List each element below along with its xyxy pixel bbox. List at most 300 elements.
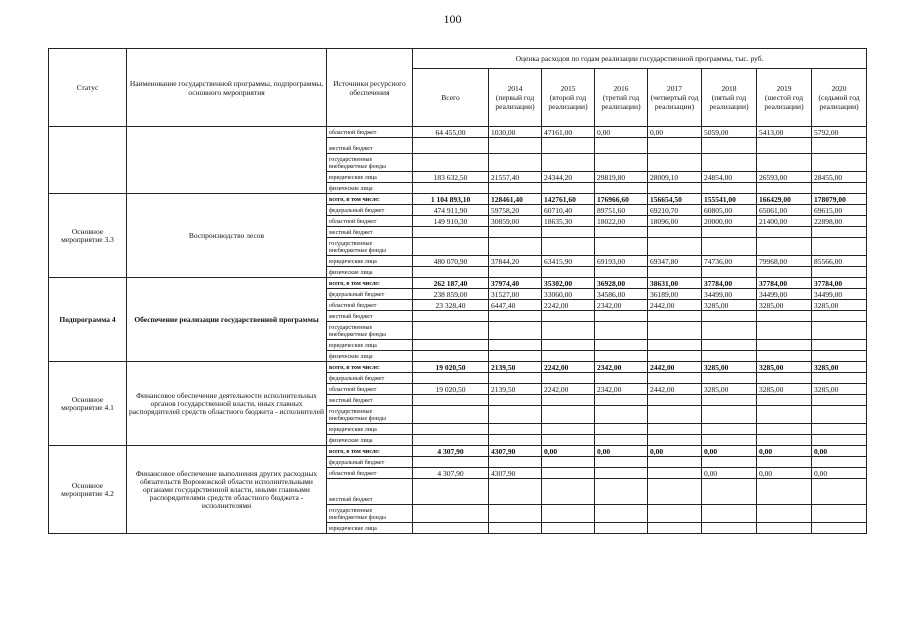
value-year: 2442,00 bbox=[648, 384, 702, 395]
value-year: 3285,00 bbox=[702, 362, 757, 373]
value-total bbox=[413, 505, 489, 523]
value-year bbox=[489, 424, 542, 435]
value-total bbox=[413, 340, 489, 351]
header-year-2014 bbox=[489, 69, 542, 127]
section-status: Основное мероприятие 4.1 bbox=[49, 362, 127, 446]
value-year bbox=[595, 457, 648, 468]
source-label: всего, в том числе: bbox=[327, 194, 413, 205]
year-note: (четвертый год реализации) bbox=[650, 93, 699, 111]
value-year: 85566,00 bbox=[812, 256, 867, 267]
value-year: 34499,00 bbox=[757, 289, 812, 300]
value-year bbox=[702, 267, 757, 278]
source-label: всего, в том числе: bbox=[327, 446, 413, 457]
value-year: 20000,00 bbox=[702, 216, 757, 227]
value-year bbox=[595, 479, 648, 505]
value-year bbox=[595, 406, 648, 424]
value-year bbox=[648, 395, 702, 406]
value-year bbox=[702, 238, 757, 256]
source-label: юридические лица bbox=[327, 172, 413, 183]
value-year bbox=[542, 138, 595, 154]
value-total: 183 632,50 bbox=[413, 172, 489, 183]
value-year: 2139,50 bbox=[489, 362, 542, 373]
value-total: 1 104 893,10 bbox=[413, 194, 489, 205]
value-year bbox=[648, 468, 702, 479]
value-year bbox=[648, 340, 702, 351]
value-year bbox=[489, 267, 542, 278]
value-year bbox=[702, 505, 757, 523]
value-year: 0,00 bbox=[595, 446, 648, 457]
value-year bbox=[757, 138, 812, 154]
value-total bbox=[413, 435, 489, 446]
header-year-2018 bbox=[702, 69, 757, 127]
value-year bbox=[702, 340, 757, 351]
source-label: физические лица bbox=[327, 183, 413, 194]
value-year: 0,00 bbox=[757, 468, 812, 479]
value-year: 21557,40 bbox=[489, 172, 542, 183]
source-label: федеральный бюджет bbox=[327, 205, 413, 216]
value-total bbox=[413, 138, 489, 154]
value-year bbox=[757, 340, 812, 351]
year-note: (первый год реализации) bbox=[495, 93, 535, 111]
value-year bbox=[648, 424, 702, 435]
value-year: 34586,00 bbox=[595, 289, 648, 300]
value-year bbox=[812, 322, 867, 340]
value-year bbox=[702, 479, 757, 505]
value-year bbox=[542, 227, 595, 238]
value-total bbox=[413, 227, 489, 238]
value-total: 64 455,00 bbox=[413, 127, 489, 138]
value-year bbox=[648, 406, 702, 424]
value-year bbox=[648, 457, 702, 468]
value-year bbox=[757, 311, 812, 322]
value-year bbox=[757, 457, 812, 468]
header-sources: Источники ресурсного обеспечения bbox=[327, 49, 413, 127]
value-year: 65061,00 bbox=[757, 205, 812, 216]
source-label: федеральный бюджет bbox=[327, 373, 413, 384]
table-row bbox=[49, 194, 867, 205]
value-year bbox=[542, 435, 595, 446]
header-year-2019 bbox=[757, 69, 812, 127]
value-year: 37844,20 bbox=[489, 256, 542, 267]
value-year: 156654,50 bbox=[648, 194, 702, 205]
value-year: 5059,00 bbox=[702, 127, 757, 138]
source-label: местный бюджет bbox=[327, 479, 413, 505]
value-year bbox=[757, 479, 812, 505]
value-year bbox=[812, 373, 867, 384]
source-label: физические лица bbox=[327, 435, 413, 446]
value-year bbox=[812, 238, 867, 256]
value-year bbox=[648, 435, 702, 446]
value-year: 3285,00 bbox=[702, 384, 757, 395]
value-year: 24344,20 bbox=[542, 172, 595, 183]
section-name bbox=[127, 127, 327, 194]
value-year bbox=[702, 457, 757, 468]
value-year: 28455,00 bbox=[812, 172, 867, 183]
value-year bbox=[489, 457, 542, 468]
source-label: государственные внебюджетные фонды bbox=[327, 322, 413, 340]
value-year bbox=[757, 183, 812, 194]
section-name: Обеспечение реализации государственной программы bbox=[127, 278, 327, 362]
value-year bbox=[702, 311, 757, 322]
value-total bbox=[413, 457, 489, 468]
value-year: 30859,00 bbox=[489, 216, 542, 227]
value-year bbox=[812, 395, 867, 406]
value-year: 36189,00 bbox=[648, 289, 702, 300]
value-year bbox=[595, 468, 648, 479]
value-year bbox=[489, 479, 542, 505]
value-total bbox=[413, 424, 489, 435]
value-year: 166429,00 bbox=[757, 194, 812, 205]
value-total bbox=[413, 154, 489, 172]
value-year: 4307,90 bbox=[489, 446, 542, 457]
value-year: 6447,40 bbox=[489, 300, 542, 311]
value-year bbox=[702, 138, 757, 154]
source-label: всего, в том числе: bbox=[327, 362, 413, 373]
value-year bbox=[489, 351, 542, 362]
value-year bbox=[648, 351, 702, 362]
source-label: областной бюджет bbox=[327, 300, 413, 311]
value-year bbox=[542, 395, 595, 406]
year-label: 2016 bbox=[613, 84, 629, 93]
value-year: 74736,00 bbox=[702, 256, 757, 267]
value-total bbox=[413, 238, 489, 256]
value-year bbox=[812, 435, 867, 446]
value-year bbox=[489, 523, 542, 534]
value-year bbox=[757, 373, 812, 384]
value-year: 128461,40 bbox=[489, 194, 542, 205]
value-year bbox=[489, 322, 542, 340]
value-year bbox=[542, 479, 595, 505]
value-year: 3285,00 bbox=[812, 300, 867, 311]
value-year bbox=[595, 373, 648, 384]
value-year bbox=[648, 267, 702, 278]
value-year: 3285,00 bbox=[812, 362, 867, 373]
value-total: 19 020,50 bbox=[413, 384, 489, 395]
source-label: государственные внебюджетные фонды bbox=[327, 505, 413, 523]
value-year bbox=[542, 322, 595, 340]
year-note: (седьмой год реализации) bbox=[818, 93, 860, 111]
value-year bbox=[812, 138, 867, 154]
value-year bbox=[648, 505, 702, 523]
value-year bbox=[542, 468, 595, 479]
source-label: физические лица bbox=[327, 267, 413, 278]
year-label: 2017 bbox=[667, 84, 682, 93]
value-year bbox=[595, 395, 648, 406]
value-year bbox=[489, 340, 542, 351]
value-year bbox=[812, 505, 867, 523]
value-year bbox=[595, 311, 648, 322]
source-label: юридические лица bbox=[327, 523, 413, 534]
value-year: 0,00 bbox=[542, 446, 595, 457]
value-year bbox=[489, 505, 542, 523]
value-year: 0,00 bbox=[812, 468, 867, 479]
value-year: 2442,00 bbox=[648, 300, 702, 311]
value-year bbox=[648, 238, 702, 256]
year-label: 2018 bbox=[721, 84, 737, 93]
value-total bbox=[413, 351, 489, 362]
value-year: 28009,10 bbox=[648, 172, 702, 183]
value-year bbox=[595, 183, 648, 194]
value-year: 142761,60 bbox=[542, 194, 595, 205]
value-year bbox=[648, 227, 702, 238]
value-year: 0,00 bbox=[812, 446, 867, 457]
value-total: 262 187,40 bbox=[413, 278, 489, 289]
value-year bbox=[489, 227, 542, 238]
section-name: Финансовое обеспечение выполнения других расходных обязательств Воронежской области исполнительными органами государственной власти, иными главными распорядителями средств областного бюджета - исполнителями bbox=[127, 446, 327, 534]
value-year: 59758,20 bbox=[489, 205, 542, 216]
year-note: (второй год реализации) bbox=[548, 93, 588, 111]
value-total bbox=[413, 395, 489, 406]
value-year bbox=[489, 238, 542, 256]
year-note: (третий год реализации) bbox=[601, 93, 641, 111]
value-year bbox=[812, 424, 867, 435]
value-year bbox=[812, 311, 867, 322]
value-year bbox=[648, 154, 702, 172]
value-year bbox=[595, 351, 648, 362]
value-year bbox=[542, 523, 595, 534]
value-total bbox=[413, 311, 489, 322]
value-year bbox=[542, 351, 595, 362]
source-label: областной бюджет bbox=[327, 468, 413, 479]
value-year bbox=[595, 424, 648, 435]
value-year bbox=[542, 505, 595, 523]
value-year: 37784,00 bbox=[757, 278, 812, 289]
value-year bbox=[812, 267, 867, 278]
value-year bbox=[757, 154, 812, 172]
value-year: 5792,00 bbox=[812, 127, 867, 138]
value-year bbox=[489, 154, 542, 172]
section-name: Воспроизводство лесов bbox=[127, 194, 327, 278]
value-year bbox=[812, 227, 867, 238]
year-label: 2014 bbox=[507, 84, 523, 93]
header-year-2020 bbox=[812, 69, 867, 127]
value-year bbox=[542, 457, 595, 468]
value-year bbox=[702, 406, 757, 424]
value-year bbox=[648, 138, 702, 154]
source-label: федеральный бюджет bbox=[327, 289, 413, 300]
value-year bbox=[595, 340, 648, 351]
value-year bbox=[648, 183, 702, 194]
value-year: 29819,80 bbox=[595, 172, 648, 183]
value-year: 155541,00 bbox=[702, 194, 757, 205]
year-label: 2015 bbox=[560, 84, 576, 93]
value-year: 2139,50 bbox=[489, 384, 542, 395]
value-year: 37784,00 bbox=[702, 278, 757, 289]
value-year: 3285,00 bbox=[702, 300, 757, 311]
value-year: 34499,00 bbox=[812, 289, 867, 300]
value-year: 4307,90 bbox=[489, 468, 542, 479]
value-year bbox=[595, 227, 648, 238]
value-total bbox=[413, 183, 489, 194]
value-year: 0,00 bbox=[648, 127, 702, 138]
value-total bbox=[413, 523, 489, 534]
value-year: 1030,00 bbox=[489, 127, 542, 138]
value-year: 0,00 bbox=[648, 446, 702, 457]
value-year bbox=[702, 395, 757, 406]
source-label: местный бюджет bbox=[327, 395, 413, 406]
value-year bbox=[489, 395, 542, 406]
value-year bbox=[812, 523, 867, 534]
table-row bbox=[49, 362, 867, 373]
value-year: 31527,00 bbox=[489, 289, 542, 300]
value-year bbox=[757, 267, 812, 278]
value-year: 3285,00 bbox=[812, 384, 867, 395]
value-year: 26593,00 bbox=[757, 172, 812, 183]
value-year bbox=[757, 435, 812, 446]
value-year bbox=[648, 479, 702, 505]
value-year bbox=[702, 373, 757, 384]
value-year bbox=[702, 351, 757, 362]
header-year-2017 bbox=[648, 69, 702, 127]
source-label: государственные внебюджетные фонды bbox=[327, 238, 413, 256]
value-year bbox=[542, 340, 595, 351]
value-year bbox=[648, 311, 702, 322]
value-year: 2342,00 bbox=[595, 362, 648, 373]
value-year bbox=[812, 183, 867, 194]
section-status: Основное мероприятие 4.2 bbox=[49, 446, 127, 534]
value-year bbox=[595, 267, 648, 278]
value-year bbox=[542, 424, 595, 435]
value-year bbox=[757, 406, 812, 424]
value-year: 3285,00 bbox=[757, 300, 812, 311]
table-body bbox=[49, 127, 867, 534]
value-total bbox=[413, 479, 489, 505]
value-year: 2242,00 bbox=[542, 300, 595, 311]
value-year: 2342,00 bbox=[595, 300, 648, 311]
value-year bbox=[542, 406, 595, 424]
value-year: 3285,00 bbox=[757, 384, 812, 395]
value-year: 89751,60 bbox=[595, 205, 648, 216]
value-year: 79968,00 bbox=[757, 256, 812, 267]
value-year: 38631,00 bbox=[648, 278, 702, 289]
value-total: 149 910,30 bbox=[413, 216, 489, 227]
value-year bbox=[812, 154, 867, 172]
value-year: 2242,00 bbox=[542, 362, 595, 373]
value-year bbox=[757, 227, 812, 238]
source-label: областной бюджет bbox=[327, 384, 413, 395]
value-year bbox=[812, 457, 867, 468]
section-status: Основное мероприятие 3.3 bbox=[49, 194, 127, 278]
header-total: Всего bbox=[413, 69, 489, 127]
value-year bbox=[702, 322, 757, 340]
value-year: 0,00 bbox=[702, 468, 757, 479]
value-year: 35302,00 bbox=[542, 278, 595, 289]
source-label: областной бюджет bbox=[327, 216, 413, 227]
source-label: местный бюджет bbox=[327, 311, 413, 322]
value-year bbox=[595, 154, 648, 172]
value-year bbox=[542, 238, 595, 256]
value-year bbox=[702, 183, 757, 194]
value-year: 69615,00 bbox=[812, 205, 867, 216]
value-year: 37784,00 bbox=[812, 278, 867, 289]
value-year bbox=[595, 435, 648, 446]
value-year: 0,00 bbox=[757, 446, 812, 457]
value-total: 474 911,90 bbox=[413, 205, 489, 216]
year-label: 2020 bbox=[831, 84, 847, 93]
value-year bbox=[702, 435, 757, 446]
value-year bbox=[489, 138, 542, 154]
value-year: 2442,00 bbox=[648, 362, 702, 373]
value-year: 37974,40 bbox=[489, 278, 542, 289]
value-year bbox=[702, 523, 757, 534]
value-year bbox=[757, 505, 812, 523]
value-total bbox=[413, 373, 489, 384]
source-label: областной бюджет bbox=[327, 127, 413, 138]
value-total bbox=[413, 406, 489, 424]
value-total bbox=[413, 267, 489, 278]
year-note: (шестой год реализации) bbox=[764, 93, 804, 111]
value-year: 176966,60 bbox=[595, 194, 648, 205]
value-year bbox=[489, 183, 542, 194]
year-note: (пятый год реализации) bbox=[709, 93, 749, 111]
value-total: 19 020,50 bbox=[413, 362, 489, 373]
value-year: 69347,80 bbox=[648, 256, 702, 267]
value-year bbox=[757, 351, 812, 362]
source-label: юридические лица bbox=[327, 424, 413, 435]
value-year bbox=[595, 505, 648, 523]
section-status bbox=[49, 127, 127, 194]
header-estimate: Оценка расходов по годам реализации государственной программы, тыс. руб. bbox=[413, 49, 867, 69]
header-year-2015 bbox=[542, 69, 595, 127]
value-year bbox=[757, 523, 812, 534]
value-year bbox=[595, 238, 648, 256]
value-year bbox=[648, 523, 702, 534]
value-year: 2242,00 bbox=[542, 384, 595, 395]
table-row bbox=[49, 278, 867, 289]
year-label: 2019 bbox=[776, 84, 792, 93]
value-year: 18096,00 bbox=[648, 216, 702, 227]
header-status: Статус bbox=[49, 49, 127, 127]
value-year bbox=[648, 322, 702, 340]
value-year bbox=[702, 227, 757, 238]
value-year bbox=[595, 523, 648, 534]
value-year: 3285,00 bbox=[757, 362, 812, 373]
value-year: 5413,00 bbox=[757, 127, 812, 138]
table-row bbox=[49, 446, 867, 457]
value-year: 60710,40 bbox=[542, 205, 595, 216]
source-label: местный бюджет bbox=[327, 138, 413, 154]
value-year bbox=[757, 238, 812, 256]
value-year bbox=[812, 479, 867, 505]
value-total: 23 328,40 bbox=[413, 300, 489, 311]
value-year: 178079,00 bbox=[812, 194, 867, 205]
value-year bbox=[595, 138, 648, 154]
page-number: 100 bbox=[443, 12, 462, 26]
value-year: 34499,00 bbox=[702, 289, 757, 300]
value-year bbox=[542, 183, 595, 194]
value-year: 36928,00 bbox=[595, 278, 648, 289]
source-label: юридические лица bbox=[327, 340, 413, 351]
budget-table bbox=[48, 48, 867, 534]
value-year bbox=[595, 322, 648, 340]
source-label: всего, в том числе: bbox=[327, 278, 413, 289]
value-year: 69210,70 bbox=[648, 205, 702, 216]
value-year bbox=[489, 435, 542, 446]
section-status: Подпрограмма 4 bbox=[49, 278, 127, 362]
value-year bbox=[542, 311, 595, 322]
value-year: 0,00 bbox=[595, 127, 648, 138]
value-year: 69193,00 bbox=[595, 256, 648, 267]
source-label: государственные внебюджетные фонды bbox=[327, 406, 413, 424]
value-year bbox=[812, 340, 867, 351]
value-total: 4 307,90 bbox=[413, 468, 489, 479]
value-year bbox=[757, 322, 812, 340]
header-name: Наименование государственной программы, подпрограммы, основного мероприятия bbox=[127, 49, 327, 127]
value-year: 2342,00 bbox=[595, 384, 648, 395]
value-year: 63415,90 bbox=[542, 256, 595, 267]
source-label: физические лица bbox=[327, 351, 413, 362]
source-label: государственные внебюджетные фонды bbox=[327, 154, 413, 172]
